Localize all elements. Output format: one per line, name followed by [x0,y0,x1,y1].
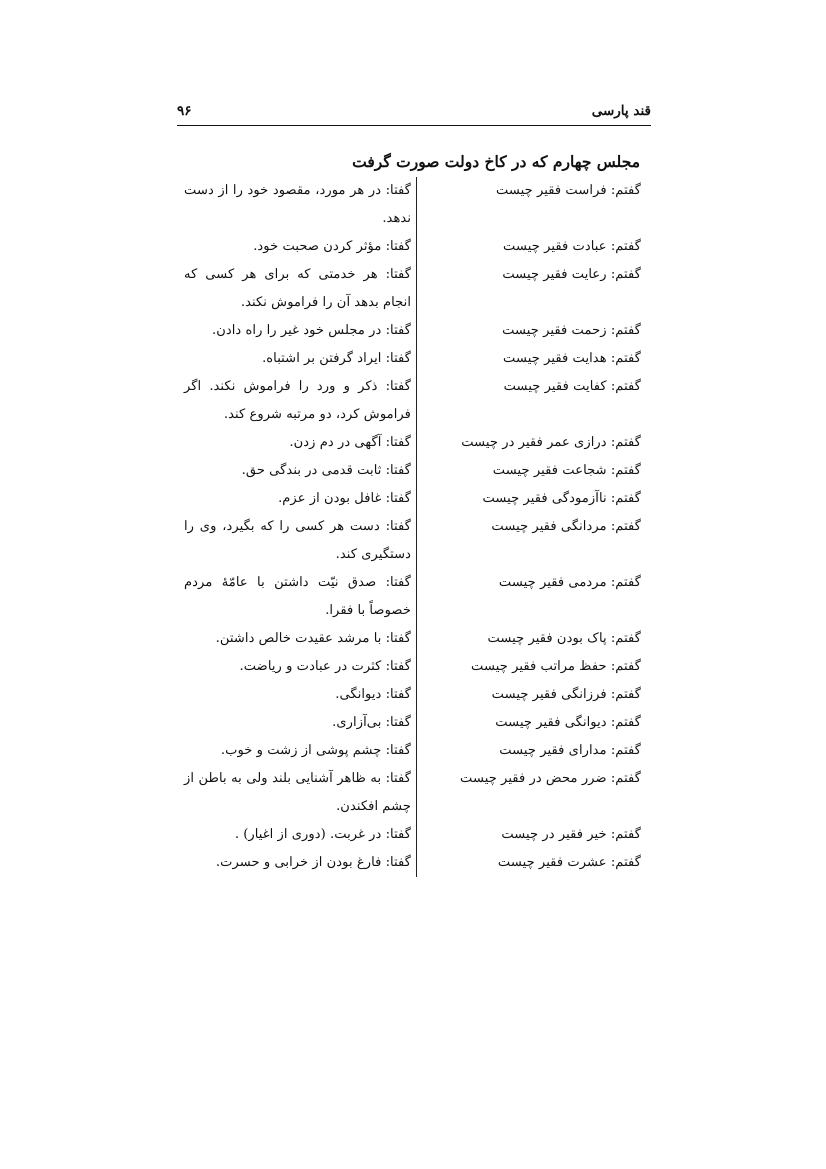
dialogue-table [185,177,641,877]
answer-text: گفتا: به ظاهر آشنایی بلند ولی به باطن از چشم افکندن. [184,765,417,821]
page-number: ۹۶ [177,103,192,119]
question-text: گفتم: مردمی فقیر چیست [498,575,641,590]
question-text: گفتم: خیر فقیر در چیست [501,827,641,842]
dialogue-row [185,457,641,485]
answer-text: گفتا: صدق نیّت داشتن با عامّۀ مردم خصوصاً با فقرا. [184,569,417,625]
dialogue-row [185,653,641,681]
answer-text: گفتا: دیوانگی. [184,681,417,709]
question-text: گفتم: رعایت فقیر چیست [502,267,641,282]
question-text: گفتم: مردانگی فقیر چیست [491,519,641,534]
dialogue-row [185,177,641,233]
dialogue-row [185,429,641,457]
answer-text: گفتا: ایراد گرفتن بر اشتباه. [184,345,417,373]
dialogue-row [185,485,641,513]
dialogue-row [185,821,641,849]
question-text: گفتم: دیوانگی فقیر چیست [495,715,641,730]
answer-text: گفتا: چشم پوشی از زشت و خوب. [184,737,417,765]
dialogue-row [185,317,641,345]
dialogue-row [185,737,641,765]
question-text: گفتم: ناآزمودگی فقیر چیست [482,491,641,506]
question-text: گفتم: هدایت فقیر چیست [503,351,641,366]
question-text: گفتم: درازی عمر فقیر در چیست [461,435,641,450]
dialogue-row [185,681,641,709]
answer-text: گفتا: فارغ بودن از خرابی و حسرت. [184,849,417,877]
question-text: گفتم: کفایت فقیر چیست [503,379,641,394]
section-heading: مجلس چهارم که در کاخ دولت صورت گرفت [352,152,640,171]
dialogue-row [185,513,641,569]
answer-text: گفتا: با مرشد عقیدت خالص داشتن. [184,625,417,653]
answer-text: گفتا: هر خدمتی که برای هر کسی که انجام بدهد آن را فراموش نکند. [184,261,417,317]
question-text: گفتم: عبادت فقیر چیست [503,239,641,254]
question-text: گفتم: زحمت فقیر چیست [502,323,641,338]
dialogue-row [185,233,641,261]
question-text: گفتم: پاک بودن فقیر چیست [487,631,641,646]
question-text: گفتم: فرزانگی فقیر چیست [491,687,641,702]
dialogue-row [185,373,641,429]
dialogue-row [185,709,641,737]
answer-text: گفتا: ذکر و ورد را فراموش نکند. اگر فراموش کرد، دو مرتبه شروع کند. [184,373,417,429]
answer-text: گفتا: در مجلس خود غیر را راه دادن. [184,317,417,345]
answer-text: گفتا: ثابت قدمی در بندگی حق. [184,457,417,485]
question-text: گفتم: حفظ مراتب فقیر چیست [471,659,641,674]
dialogue-row [185,765,641,821]
question-text: گفتم: شجاعت فقیر چیست [492,463,641,478]
dialogue-row [185,849,641,877]
answer-text: گفتا: در هر مورد، مقصود خود را از دست ندهد. [184,177,417,233]
answer-text: گفتا: کثرت در عبادت و ریاضت. [184,653,417,681]
question-text: گفتم: مدارای فقیر چیست [499,743,641,758]
question-text: گفتم: فراست فقیر چیست [495,183,641,198]
answer-text: گفتا: مؤثر کردن صحبت خود. [184,233,417,261]
dialogue-row [185,345,641,373]
question-text: گفتم: ضرر محض در فقیر چیست [460,771,641,786]
running-title: قند پارسی [591,103,651,119]
answer-text: گفتا: آگهی در دم زدن. [184,429,417,457]
question-text: گفتم: عشرت فقیر چیست [497,855,641,870]
dialogue-row [185,569,641,625]
answer-text: گفتا: در غربت. (دوری از اغیار) . [184,821,417,849]
running-header [177,103,651,126]
answer-text: گفتا: بی‌آزاری. [184,709,417,737]
answer-text: گفتا: دست هر کسی را که بگیرد، وی را دستگیری کند. [184,513,417,569]
dialogue-row [185,261,641,317]
dialogue-row [185,625,641,653]
answer-text: گفتا: غافل بودن از عزم. [184,485,417,513]
